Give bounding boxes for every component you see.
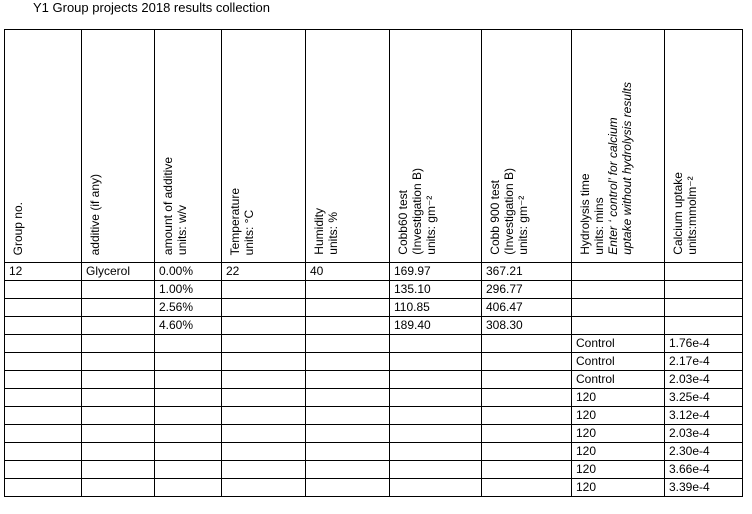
table-row [5, 281, 743, 299]
table-cell: 2.03e-4 [665, 371, 743, 389]
header-line: (Investigation B) [410, 168, 424, 255]
table-cell: 3.66e-4 [665, 461, 743, 479]
table-cell [222, 443, 306, 461]
table-cell [222, 335, 306, 353]
table-cell [5, 479, 82, 497]
table-cell [155, 335, 222, 353]
table-cell [82, 371, 155, 389]
column-header-text [671, 172, 699, 255]
table-cell [82, 461, 155, 479]
table-cell [5, 317, 82, 335]
table-cell [665, 317, 743, 335]
header-row [5, 30, 743, 263]
table-cell: 12 [5, 263, 82, 281]
table-cell [5, 407, 82, 425]
header-line: amount of additive [161, 156, 175, 255]
table-cell [572, 263, 665, 281]
table-row [5, 371, 743, 389]
table-cell [222, 299, 306, 317]
table-cell [665, 281, 743, 299]
table-cell [82, 443, 155, 461]
table-row [5, 299, 743, 317]
table-cell [5, 389, 82, 407]
table-cell [222, 389, 306, 407]
table-cell [82, 425, 155, 443]
table-cell: Glycerol [82, 263, 155, 281]
table-cell [306, 407, 390, 425]
table-cell: Control [572, 371, 665, 389]
table-cell: 367.21 [482, 263, 572, 281]
table-cell [222, 479, 306, 497]
column-header [5, 30, 82, 263]
table-cell [482, 353, 572, 371]
table-row [5, 407, 743, 425]
table-row [5, 263, 743, 281]
table-cell [5, 299, 82, 317]
table-cell [306, 479, 390, 497]
table-cell [222, 461, 306, 479]
table-cell [155, 407, 222, 425]
table-cell [306, 317, 390, 335]
table-cell [572, 281, 665, 299]
table-cell [306, 389, 390, 407]
results-table [4, 29, 743, 497]
header-line: units: gm⁻² [516, 195, 530, 255]
table-cell [5, 425, 82, 443]
table-cell [482, 407, 572, 425]
table-cell: 135.10 [390, 281, 482, 299]
table-cell: 40 [306, 263, 390, 281]
table-cell [390, 371, 482, 389]
table-cell: 3.25e-4 [665, 389, 743, 407]
table-cell: 120 [572, 389, 665, 407]
table-cell [155, 371, 222, 389]
table-cell [306, 425, 390, 443]
table-row [5, 335, 743, 353]
table-cell: 22 [222, 263, 306, 281]
header-line: Cobb60 test [396, 190, 410, 255]
header-line: Group no. [11, 201, 25, 255]
table-cell: 1.00% [155, 281, 222, 299]
header-line: (Investigation B) [502, 168, 516, 255]
table-cell: 120 [572, 479, 665, 497]
column-header [306, 30, 390, 263]
table-cell: Control [572, 353, 665, 371]
table-row [5, 443, 743, 461]
table-cell [222, 353, 306, 371]
column-header-text [488, 168, 530, 255]
table-cell [82, 407, 155, 425]
header-line: Cobb 900 test [488, 180, 502, 255]
table-cell: 406.47 [482, 299, 572, 317]
header-line: units: w/v [175, 204, 189, 255]
table-cell [306, 299, 390, 317]
table-cell [5, 371, 82, 389]
header-line: Temperature [228, 187, 242, 255]
table-cell [665, 263, 743, 281]
table-row [5, 317, 743, 335]
table-cell [572, 299, 665, 317]
table-cell [155, 389, 222, 407]
table-cell [390, 479, 482, 497]
table-cell [155, 353, 222, 371]
header-line: Humidity [312, 208, 326, 255]
header-line: Hydrolysis time [578, 173, 592, 255]
table-cell [390, 461, 482, 479]
table-cell [482, 335, 572, 353]
table-cell [306, 281, 390, 299]
table-cell [5, 461, 82, 479]
table-cell [5, 443, 82, 461]
table-cell [82, 335, 155, 353]
table-cell [482, 425, 572, 443]
table-row [5, 479, 743, 497]
table-cell: 0.00% [155, 263, 222, 281]
column-header-text [228, 188, 256, 255]
table-cell: 3.39e-4 [665, 479, 743, 497]
header-line: units: mins [592, 197, 606, 255]
table-cell [222, 407, 306, 425]
table-cell [82, 299, 155, 317]
table-cell [306, 335, 390, 353]
header-note-line: Enter ‘ control’ for calcium [606, 117, 620, 255]
column-header [665, 30, 743, 263]
header-line: units: °C [242, 209, 256, 255]
table-cell [82, 479, 155, 497]
column-header-text [161, 157, 189, 255]
column-header [572, 30, 665, 263]
column-header-text [312, 208, 340, 255]
table-cell [82, 281, 155, 299]
header-line: Calcium uptake [671, 172, 685, 255]
table-cell [222, 281, 306, 299]
table-cell [306, 461, 390, 479]
column-header [155, 30, 222, 263]
column-header [222, 30, 306, 263]
header-line: units:mmolm⁻² [685, 176, 699, 255]
column-header [390, 30, 482, 263]
table-cell [665, 299, 743, 317]
table-cell: Control [572, 335, 665, 353]
table-cell [390, 353, 482, 371]
table-cell [5, 335, 82, 353]
column-header [82, 30, 155, 263]
header-line: units: % [326, 212, 340, 255]
table-cell [306, 371, 390, 389]
table-cell [390, 335, 482, 353]
table-cell [572, 317, 665, 335]
table-row [5, 389, 743, 407]
table-cell: 3.12e-4 [665, 407, 743, 425]
table-cell [482, 479, 572, 497]
table-cell: 120 [572, 425, 665, 443]
table-cell: 120 [572, 443, 665, 461]
table-cell [82, 317, 155, 335]
table-cell [390, 389, 482, 407]
table-cell [155, 479, 222, 497]
table-cell: 120 [572, 461, 665, 479]
table-cell [222, 317, 306, 335]
table-cell: 169.97 [390, 263, 482, 281]
table-cell: 2.56% [155, 299, 222, 317]
table-cell: 2.17e-4 [665, 353, 743, 371]
column-header-text [396, 168, 438, 255]
table-cell [482, 389, 572, 407]
header-line: units: gm⁻² [424, 195, 438, 255]
header-note-line: uptake without hydrolysis results [620, 82, 634, 255]
column-header-text [88, 174, 102, 255]
table-cell [482, 371, 572, 389]
table-cell [390, 443, 482, 461]
table-cell: 2.03e-4 [665, 425, 743, 443]
column-header [482, 30, 572, 263]
column-header-text [578, 82, 634, 255]
table-cell: 4.60% [155, 317, 222, 335]
table-cell [306, 353, 390, 371]
table-cell: 296.77 [482, 281, 572, 299]
table-cell [82, 353, 155, 371]
table-cell: 308.30 [482, 317, 572, 335]
table-cell: 120 [572, 407, 665, 425]
table-cell [390, 407, 482, 425]
table-cell [5, 281, 82, 299]
page-title: Y1 Group projects 2018 results collection [33, 0, 271, 15]
table-cell [390, 425, 482, 443]
table-cell: 2.30e-4 [665, 443, 743, 461]
table-cell [155, 425, 222, 443]
table-row [5, 353, 743, 371]
table-cell [5, 353, 82, 371]
table-row [5, 425, 743, 443]
table-cell [482, 461, 572, 479]
table-cell [155, 443, 222, 461]
table-cell [222, 425, 306, 443]
column-header-text [11, 202, 25, 255]
table-cell [155, 461, 222, 479]
table-cell: 189.40 [390, 317, 482, 335]
table-row [5, 461, 743, 479]
table-cell [82, 389, 155, 407]
table-cell [306, 443, 390, 461]
table-cell [482, 443, 572, 461]
table-cell [222, 371, 306, 389]
table-cell: 110.85 [390, 299, 482, 317]
table-cell: 1.76e-4 [665, 335, 743, 353]
header-line: additive (if any) [88, 173, 102, 255]
